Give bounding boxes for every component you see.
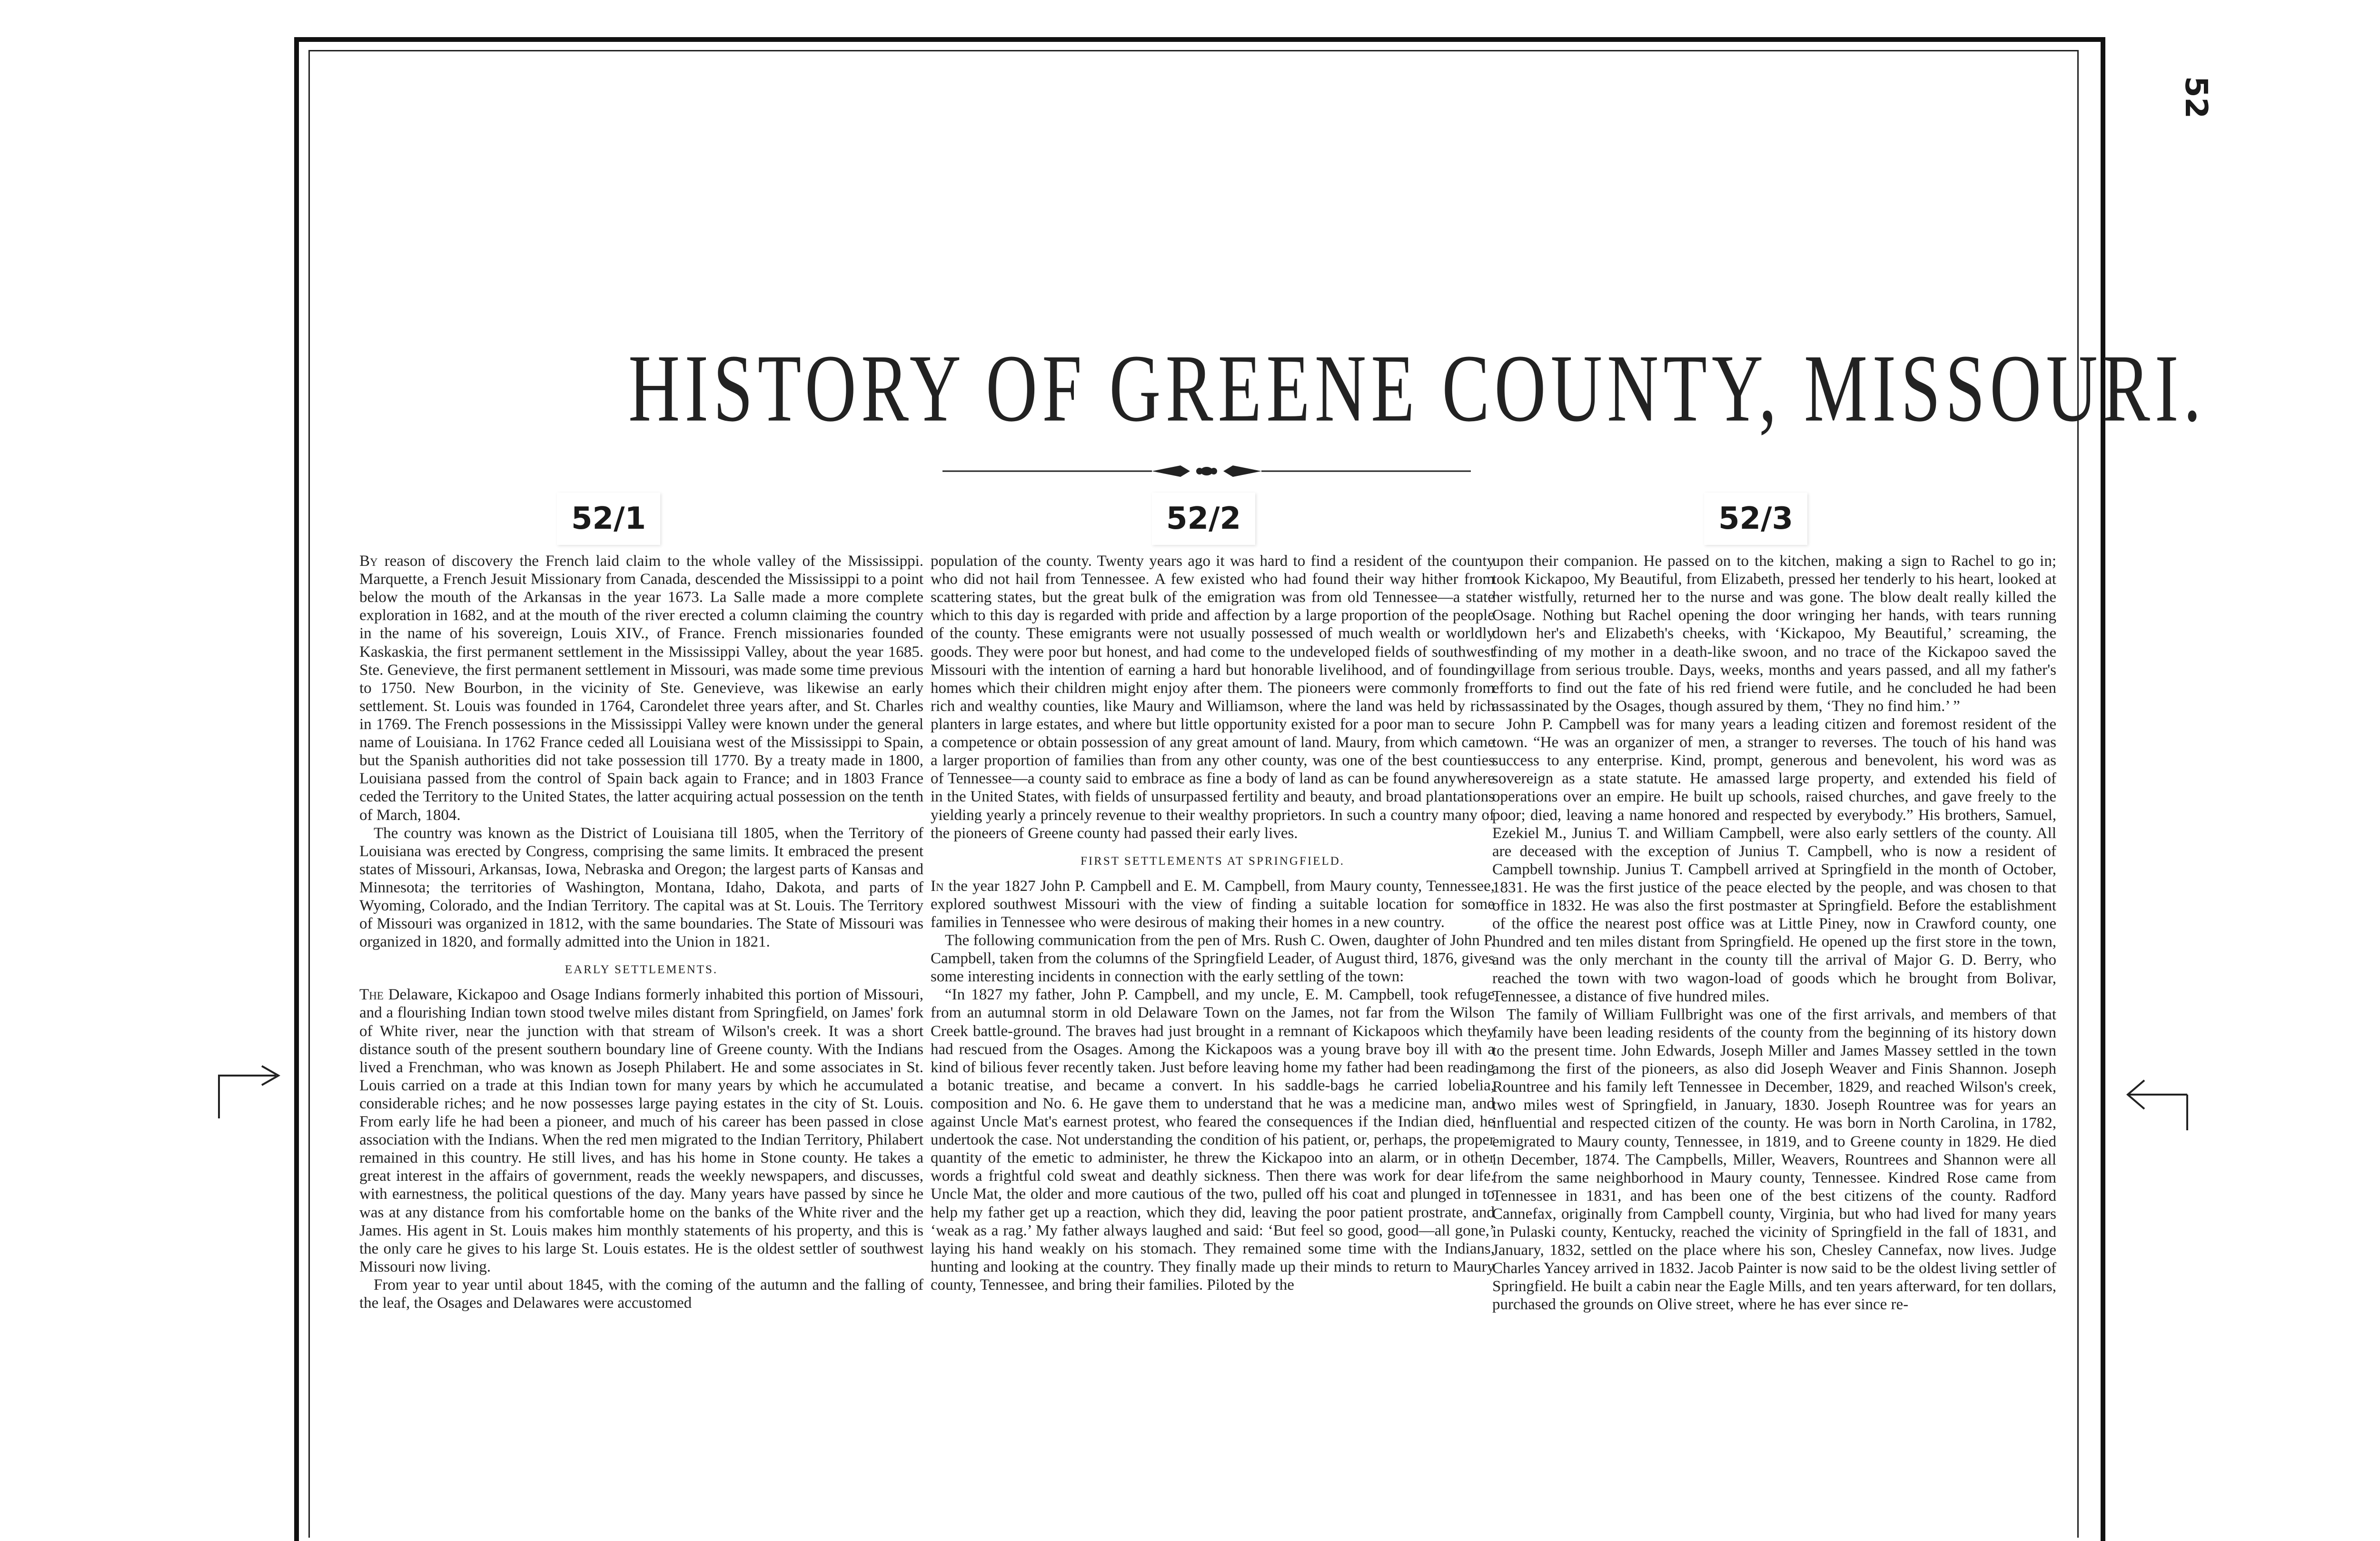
page-number: 52 [2178,76,2213,119]
section-heading: EARLY SETTLEMENTS. [565,963,718,977]
paragraph-text: Delaware, Kickapoo and Osage Indians formerly inhabited this portion of Missouri, and a flourishing Indian town stood twelve miles distant from Springfield, on James' fork of White river, near the junction with that stream of Wilson's creek. It was a short distance south of the present southern boundary line of Greene county. With the Indians lived a Frenchman, who was known as Joseph Philabert. He and some associates in St. Louis carried on a trade at this Indian town for many years by which he accumulated considerable riches; and he now possesses large paying estates in the city of St. Louis. From early life he had been a pioneer, and much of his career has been passed in close association with the Indians. When the red men migrated to the Indian Territory, Philabert remained in this country. He still lives, and has his home in Stone county. He takes a great interest in the affairs of government, reads the weekly newspapers, and discusses, with earnestness, the political questions of the day. Many years have passed by since he was at any distance from his comfortable home on the banks of the White river and the James. His agent in St. Louis makes him monthly statements of his property, and this is the only care he gives to his large St. Louis estates. He is the oldest settler of southwest Missouri now living. [359,986,923,1275]
paragraph-lead-word: The [359,986,384,1004]
paragraph-text: the year 1827 John P. Campbell and E. M. Campbell, from Maury county, Tennessee, explored southwest Missouri with the view of finding a suitable location for some families in Tennessee who were desirous of making their homes in a new country. [931,877,1495,931]
column-label-1: 52/1 [557,493,660,545]
page-title: HISTORY OF GREENE COUNTY, MISSOURI. [628,335,2206,442]
paragraph-text: The following communication from the pen of Mrs. Rush C. Owen, daughter of John P. Campbell, taken from the columns of the Springfield Leader, of August third, 1876, gives some interesting incidents in connection with the early settling of the town: [931,931,1495,986]
paragraph-lead-word: In [931,877,944,895]
column-label-3: 52/3 [1704,493,1807,545]
paragraph-text: reason of discovery the French laid claim to the whole valley of the Mississippi. Marquette, a French Jesuit Missionary from Canada, descended the Mississippi to a point below the mouth of the Arkansas in the year 1673. La Salle made a more complete exploration in 1682, and at the mouth of the river erected a column claiming the country in the name of his sovereign, Louis XIV., of France. French missionaries founded Kaskaskia, the first permanent settlement in the Mississippi Valley, about the year 1685. Ste. Genevieve, the first permanent settlement in Missouri, was made some time previous to 1750. New Bourbon, in the vicinity of Ste. Genevieve, was likewise an early settlement. St. Louis was founded in 1764, Carondelet three years after, and St. Charles in 1769. The French possessions in the Mississippi Valley were known under the general name of Louisiana. In 1762 France ceded all Louisiana west of the Mississippi to Spain, but the Spanish authorities did not take possession till 1770. By a treaty made in 1800, Louisiana passed from the control of Spain back again to France; and in 1803 France ceded the Territory to the United States, the latter acquiring actual possession on the tenth of March, 1804. [359,553,923,824]
paragraph-lead-word: By [359,553,378,570]
paragraph [359,1276,923,1312]
paragraph [931,931,1495,986]
paragraph-text: John P. Campbell was for many years a leading citizen and foremost resident of the town. “He was an organizer of men, a stranger to reverses. The touch of his hand was success to any enterprise. Kind, prompt, generous and benevolent, his word was as sovereign as a state statute. He amassed large property, and extended his field of operations over an empire. He built up schools, raised churches, and gave freely to the poor; died, leaving a name honored and respected by everybody.” His brothers, Samuel, Ezekiel M., Junius T. and William Campbell, were also early settlers of the county. All are deceased with the exception of Junius T. Campbell, who is now a resident of Campbell township. Junius T. Campbell arrived at Springfield in the month of October, 1831. He was the first justice of the peace elected by the people, and was chosen to that office in 1832. He was also the first postmaster at Springfield. Before the establishment of the office the nearest post office was at Little Piney, now in Crawford county, one hundred and ten miles distant from Springfield. He opened up the first store in the town, and was the only merchant in the county till the arrival of Major G. D. Berry, who reached the town with two wagon-load of goods which he brought from Bolivar, Tennessee, a distance of five hundred miles. [1492,715,2056,1005]
paragraph [359,986,923,1276]
paragraph [931,877,1495,931]
paragraph-text: From year to year until about 1845, with the coming of the autumn and the falling of the leaf, the Osages and Delawares were accustomed [359,1276,923,1312]
text-column-1 [359,552,923,1312]
title-ornament [942,457,1471,485]
paragraph [1492,552,2056,715]
left-arrow-icon [2123,1071,2199,1133]
paragraph-text: population of the county. Twenty years ago it was hard to find a resident of the county who did not hail from Tennessee. A few existed who had found their way hither from scattering states, but the great bulk of the emigration was from old Tennessee—a state which to this day is regarded with pride and affection by a large proportion of the people of the county. These emigrants were not usually possessed of much wealth or worldly goods. They were poor but honest, and had come to the undeveloped fields of southwest Missouri with the intention of earning a hard but honorable livelihood, and of founding homes which their children might enjoy after them. The pioneers were commonly from rich and wealthy counties, like Maury and Williamson, where the land was held by rich planters in large estates, and where but little opportunity existed for a poor man to secure a competence or obtain possession of any great amount of land. Maury, from which came a larger proportion of families than from any other county, was one of the best counties of Tennessee—a county said to embrace as fine a body of land as can be found anywhere in the United States, with fields of unsurpassed fertility and beauty, and broad plantations yielding yearly a princely revenue to their wealthy proprietors. In such a country many of the pioneers of Greene county had passed their early lives. [931,553,1495,842]
paragraph [931,986,1495,1294]
paragraph-text: “In 1827 my father, John P. Campbell, and my uncle, E. M. Campbell, took refuge from an autumnal storm in old Delaware Town on the James, not far from the Wilson Creek battle-ground. The braves had just brought in a remnant of Kickapoos which they had rescued from the Osages. Among the Kickapoos was a young brave boy ill with a kind of bilious fever recently taken. Just before leaving home my father had been reading a botanic treatise, and became a convert. In his saddle-bags he carried lobelia, composition and No. 6. He gave them to understand that he was a medicine man, and against Uncle Mat's earnest protest, who feared the consequences if the Indian died, he undertook the case. Not understanding the condition of his patient, or, perhaps, the proper quantity of the emetic to administer, he threw the Kickapoo into an alarm, or in other words a frightful cold sweat and deathly sickness. Then there was work for dear life. Uncle Mat, the older and more cautious of the two, pulled off his coat and plunged in to help my father get up a reaction, which they did, leaving the poor patient prostrate, and ‘weak as a rag.’ My father always laughed and said: ‘But feel so good, good—all gone,’ laying his hand weakly on his stomach. They remained some time with the Indians, hunting and looking at the country. They finally made up their minds to return to Maury county, Tennessee, and bring their families. Piloted by the [931,986,1495,1294]
text-column-3 [1492,552,2056,1314]
paragraph [359,552,923,824]
text-column-2 [931,552,1495,1294]
paragraph-text: The country was known as the District of Louisiana till 1805, when the Territory of Louisiana was erected by Congress, comprising the same limits. It embraced the present states of Missouri, Arkansas, Iowa, Nebraska and Oregon; the largest parts of Kansas and Minnesota; the territories of Washington, Montana, Idaho, Dakota, and parts of Wyoming, Colorado, and the Indian Territory. The capital was at St. Louis. The Territory of Missouri was organized in 1812, with the same boundaries. The State of Missouri was organized in 1820, and formally admitted into the Union in 1821. [359,824,923,951]
corner-up-right-arrow-icon [209,1059,286,1121]
section-heading: FIRST SETTLEMENTS AT SPRINGFIELD. [1080,854,1345,868]
paragraph [931,552,1495,842]
paragraph-text: upon their companion. He passed on to the kitchen, making a sign to Rachel to go in; took Kickapoo, My Beautiful, from Elizabeth, pressed her tenderly to his heart, looked at her wistfully, returned her to the nurse and was gone. The blow dealt really killed the Osage. Nothing but Rachel opening the door wringing her hands, with tears running down her's and Elizabeth's cheeks, with ‘Kickapoo, My Beautiful,’ screaming, the finding of my mother in a death-like swoon, and no trace of the Kickapoo saved the village from serious trouble. Days, weeks, months and years passed, and all my father's efforts to find out the fate of his red friend were futile, and he concluded he had been assassinated by the Osages, though assured by them, ‘They no find him.’ ” [1492,553,2056,715]
paragraph [1492,1006,2056,1314]
paragraph [1492,715,2056,1006]
column-label-2: 52/2 [1152,493,1255,545]
paragraph-text: The family of William Fullbright was one of the first arrivals, and members of that family have been leading residents of the county from the beginning of its history down to the present time. John Edwards, Joseph Miller and James Massey settled in the town among the first of the pioneers, as also did Joseph Weaver and Finis Shannon. Joseph Rountree and his family left Tennessee in December, 1829, and reached Wilson's creek, two miles west of Springfield, in January, 1830. Joseph Rountree was for years an influential and respected citizen of the county. He was born in North Carolina, in 1782, emigrated to Maury county, Tennessee, in 1819, and to Greene county in 1829. He died in December, 1874. The Campbells, Miller, Weavers, Rountrees and Shannon were all from the same neighborhood in Maury county, Tennessee. Kindred Rose came from Tennessee in 1831, and has been one of the best citizens of the county. Radford Cannefax, originally from Campbell county, Virginia, but who had lived for many years in Pulaski county, Kentucky, reached the vicinity of Springfield in the fall of 1831, and January, 1832, settled on the place where his son, Chesley Cannefax, now lives. Judge Charles Yancey arrived in 1832. Jacob Painter is now said to be the oldest living settler of Springfield. He built a cabin near the Eagle Mills, and ten years afterward, for ten dollars, purchased the grounds on Olive street, where he has ever since re- [1492,1006,2056,1314]
paragraph [359,824,923,951]
